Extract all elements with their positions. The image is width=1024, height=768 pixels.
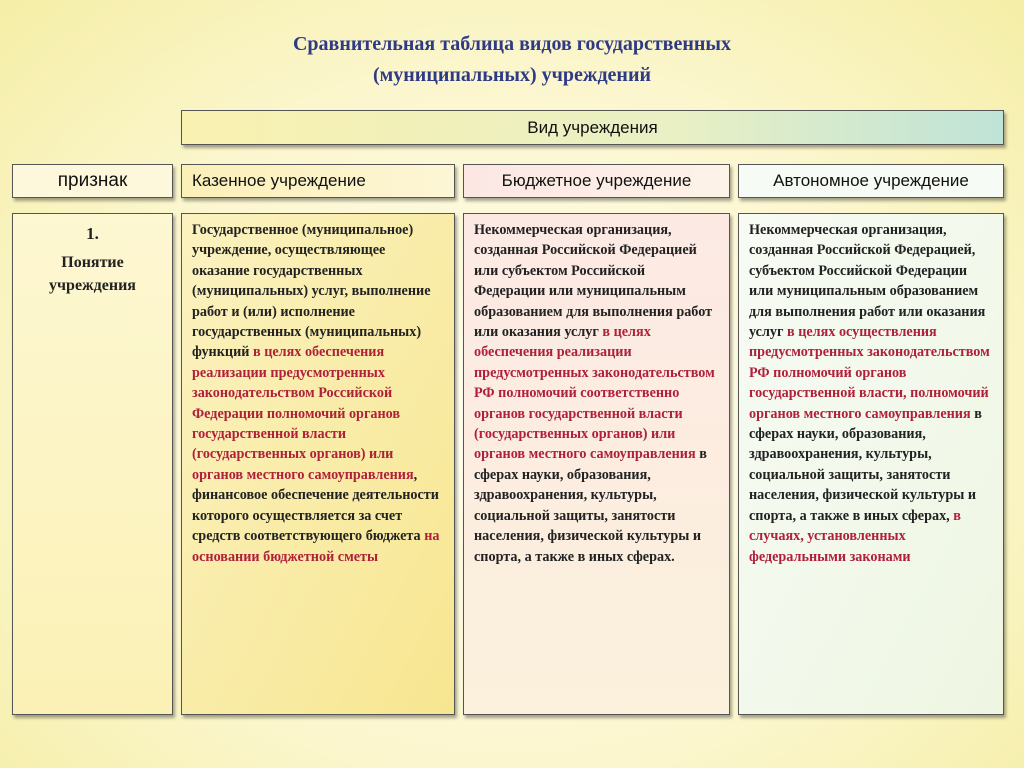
slide-title-line2: (муниципальных) учреждений	[372, 64, 652, 86]
col-header-avtonomnoe	[738, 164, 1004, 198]
row1-byudzhetnoe-cell	[463, 213, 730, 715]
byudzhetnoe-text-segment: Некоммерческая организация, созданная Российской Федерацией или субъектом Российской Федерации или муниципальным образованием для выполнения работ или оказания услуг	[474, 222, 713, 341]
avtonomnoe-text-segment: в сферах науки, образования, здравоохранения, культуры, социальной защиты, занятости населения, физической культуры и спорта, а также в иных сферах,	[749, 405, 982, 524]
row1-number: 1.	[86, 224, 99, 243]
col-header-kazennoe-label: Казенное учреждение	[192, 171, 366, 190]
avtonomnoe-text-segment: Некоммерческая организация, созданная Российской Федерацией, субъектом Российской Федерации или муниципальным образованием для выполнения работ или оказания услуг	[749, 222, 986, 341]
row1-avtonomnoe-cell	[738, 213, 1004, 715]
kazennoe-text-segment: , финансовое обеспечение деятельности которого осуществляется за счет средств соответствующего бюджета	[192, 466, 439, 545]
col-header-kazennoe	[181, 164, 455, 198]
institution-type-label: Вид учреждения	[527, 117, 658, 137]
row1-kazennoe-cell	[181, 213, 455, 715]
byudzhetnoe-text-segment: в целях обеспечения реализации предусмотренных законодательством РФ полномочий соответственно органов государственной власти (государственных органов) или органов местного самоуправления	[474, 324, 715, 463]
col-header-byudzhetnoe	[463, 164, 730, 198]
avtonomnoe-text-segment: в случаях, установленных федеральными законами	[749, 507, 961, 565]
row1-label: Понятие учреждения	[49, 254, 136, 294]
slide-title-line1: Сравнительная таблица видов государственных	[292, 33, 732, 55]
kazennoe-text-segment: в целях обеспечения реализации предусмотренных законодательством Российской Федерации полномочий органов государственной власти (государственных органов) или органов местного самоуправления	[192, 344, 414, 483]
kazennoe-text-segment: на основании бюджетной сметы	[192, 528, 440, 565]
kazennoe-text-segment: Государственное (муниципальное) учреждение, осуществляющее оказание государственных (муниципальных) услуг, выполнение работ и (или) исполнение государственных (муниципальных) функций	[192, 222, 431, 361]
col-header-byudzhetnoe-label: Бюджетное учреждение	[501, 171, 692, 190]
byudzhetnoe-text-segment: в сферах науки, образования, здравоохранения, культуры, социальной защиты, занятости населения, физической культуры и спорта, а также в иных сферах.	[474, 446, 707, 565]
avtonomnoe-text-segment: в целях осуществления предусмотренных законодательством РФ полномочий органов государственной власти, полномочий органов местного самоуправления	[749, 324, 990, 422]
institution-type-header	[181, 110, 1004, 145]
row1-sign-cell	[12, 213, 173, 715]
col-header-sign	[12, 164, 173, 198]
col-header-sign-label: признак	[57, 170, 128, 191]
col-header-avtonomnoe-label: Автономное учреждение	[773, 171, 969, 190]
